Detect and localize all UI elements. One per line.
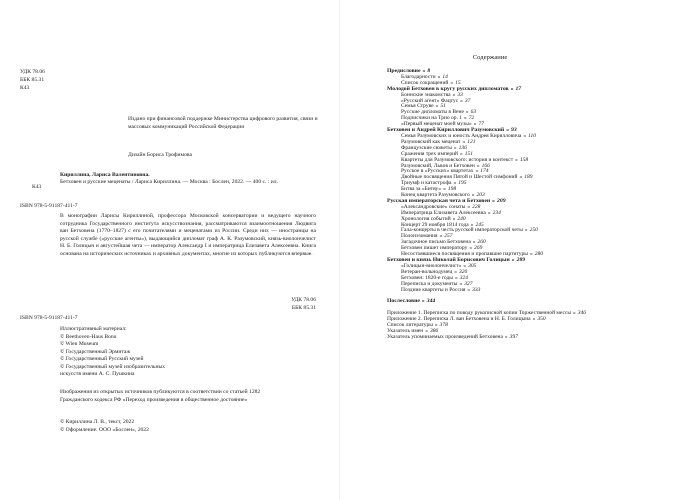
toc-separator: »	[452, 215, 456, 222]
toc-separator: »	[421, 298, 425, 305]
bbk-line: ББК 85.31	[20, 77, 45, 84]
toc-page-number: 234	[492, 209, 501, 216]
toc-entry-title: Конец квартета Разумовского	[401, 192, 470, 199]
toc-separator: »	[452, 91, 456, 98]
copyright-lines	[60, 419, 290, 434]
toc-list	[387, 69, 672, 341]
toc-page-number: 305	[468, 262, 477, 269]
toc-separator: »	[519, 174, 523, 181]
toc-page-number: 333	[472, 286, 481, 293]
toc-separator: »	[453, 180, 457, 187]
toc-separator: »	[523, 132, 527, 139]
credit-line: © Государственный Русский музей	[60, 356, 144, 362]
toc-page-number: 203	[476, 192, 485, 199]
bbk-bottom-line: ББК 85.31	[291, 304, 316, 311]
isbn-top: ISBN 978-5-91187-411-7	[20, 203, 78, 209]
toc-separator: »	[532, 316, 536, 323]
toc-page-number: 250	[529, 227, 538, 234]
toc-separator: »	[511, 257, 515, 263]
toc-entry-title: «Первый меценат моей музы»	[401, 121, 472, 128]
credit-line: © Beethoven-Haus Bonn	[60, 333, 117, 340]
author-mark: К43	[20, 85, 30, 92]
toc-page-number: 37	[464, 97, 471, 104]
toc-page-number: 260	[477, 239, 486, 246]
toc-page-number: 280	[534, 251, 543, 258]
credit-line: Иллюстративный материал:	[60, 326, 127, 332]
contents-page	[340, 0, 679, 500]
toc-entry-title: Бетховен пишет императору	[401, 245, 468, 252]
credit-line: © Государственный Эрмитаж	[60, 348, 131, 355]
toc-separator: »	[459, 280, 463, 287]
toc-page-number: 324	[459, 274, 468, 281]
toc-entry-title: Указатель упоминаемых произведений Бетховена	[387, 333, 503, 340]
toc-entry-title: Русское в «Русских» квартетах	[401, 168, 474, 175]
toc-title: Содержание	[472, 54, 508, 61]
toc-separator: »	[473, 121, 477, 128]
toc-separator: »	[470, 221, 474, 228]
udc-bottom	[258, 297, 316, 312]
toc-entry	[387, 288, 672, 294]
toc-entry-title: Триумф и катастрофа	[401, 180, 452, 187]
toc-separator: »	[464, 115, 467, 122]
toc-entry-title: Двойные посвящения Пятой и Шестой симфоний	[401, 174, 518, 181]
toc-separator: »	[573, 310, 576, 317]
toc-entry-title: Подписчики на Трио ор. 1	[401, 115, 463, 122]
toc-page-number: 33	[457, 91, 463, 98]
toc-separator: »	[469, 245, 473, 252]
credit-line: искусств имени А. С. Пушкина	[60, 371, 135, 377]
toc-separator: »	[524, 227, 528, 234]
toc-separator: »	[506, 127, 510, 134]
imprint-page	[0, 0, 339, 500]
udc-bottom-line: УДК 78.06	[291, 297, 316, 303]
toc-entry-title: Переписка и документы	[401, 280, 458, 287]
toc-entry-title: Предисловие	[387, 68, 421, 74]
udc-line: УДК 78.06	[20, 69, 45, 75]
toc-entry-title: Ветеран-вольнодумец	[401, 268, 453, 275]
toc-page-number: 289	[516, 257, 526, 263]
toc-separator: »	[465, 109, 469, 116]
toc-separator: »	[467, 286, 471, 293]
toc-page-number: 195	[458, 180, 467, 187]
toc-entry-title: Сражения трех империй	[401, 150, 458, 157]
toc-separator: »	[515, 156, 518, 163]
toc-page-number: 15	[455, 79, 461, 86]
toc-entry-title: Полонэзомания	[401, 233, 438, 240]
toc-page-number: 344	[426, 298, 436, 305]
toc-page-number: 327	[464, 280, 473, 287]
toc-page-number: 93	[511, 127, 517, 134]
toc-entry-title: Бетховен и Андрей Кириллович Разумовский	[387, 127, 505, 134]
toc-separator: »	[450, 79, 454, 86]
toc-entry-title: Битва за «Битву»	[401, 186, 442, 193]
toc-page-number: 158	[519, 156, 529, 163]
toc-separator: »	[439, 233, 443, 240]
toc-separator: »	[462, 138, 466, 145]
toc-page-number: 269	[474, 245, 483, 252]
toc-entry-title: Хронология событий	[401, 215, 451, 222]
annotation-text: В монографии Ларисы Кириллиной, профессора Московской консерватории и ведущего научного сотрудника Государственного института искусствознания, рассматриваются взаимоотношения Людвига ван Бетховена (1770–1827) с его почитателями и меценатами из России. Среди них — иностранцы на русской службе («русские агенты»), выдающийся дипломат граф А. К. Разумовский, князь-виолончелист Н. Б. Голицын и августейшая чета — император Александр I и императрица Елизавета Алексеевна. Книга основана на исторических источниках и архивных документах, многие из которых публикуются впервые.	[60, 213, 316, 257]
toc-page-number: 166	[481, 162, 490, 169]
toc-page-number: 77	[478, 121, 485, 128]
toc-entry-title: Благодарности	[401, 73, 436, 80]
toc-entry-title: Список литературы	[387, 322, 433, 329]
toc-entry-title: Приложение 2. Переписка Л. ван Бетховена и Н. Б. Голицына	[387, 316, 531, 323]
toc-separator: »	[530, 251, 533, 258]
catalog-entry	[60, 172, 322, 187]
toc-page-number: 151	[464, 150, 473, 157]
toc-separator: »	[453, 144, 457, 151]
toc-entry-title: Французские сюжеты	[401, 144, 452, 151]
toc-page-number: 72	[468, 115, 475, 122]
catalog-author: Кириллина, Лариса Валентиновна.	[60, 172, 150, 178]
toc-entry-title: Поздние квартеты и Россия	[401, 286, 466, 293]
toc-page-number: 320	[459, 268, 468, 275]
toc-separator: »	[463, 262, 467, 269]
toc-page-number: 397	[509, 333, 518, 340]
toc-separator: »	[471, 192, 475, 199]
toc-separator: »	[460, 97, 463, 104]
toc-entry-title: Квартеты для Разумовского: история и контекст	[401, 156, 514, 163]
toc-page-number: 198	[447, 186, 457, 193]
toc-page-number: 228	[472, 203, 481, 210]
udc-block	[20, 68, 45, 93]
toc-page-number: 110	[528, 132, 536, 139]
catalog-code: К43	[32, 184, 42, 190]
toc-entry-title: Боннские знакомства	[401, 91, 451, 98]
toc-entry-title: Разумовский, Львов и Бетховен	[401, 162, 475, 169]
toc-page-number: 63	[470, 109, 477, 116]
toc-page-number: 51	[440, 103, 446, 110]
credit-line: © Wien Museum	[60, 341, 99, 347]
copyright-design: © Оформление. ООО «Бослен», 2022	[60, 426, 149, 433]
toc-entry-title: Семья Струве	[401, 103, 434, 110]
toc-page-number: 8	[427, 68, 431, 74]
toc-page-number: 189	[524, 174, 533, 181]
toc-entry-title: Послесловие	[387, 298, 420, 305]
support-text: Издано при финансовой поддержке Министерства цифрового развития, связи и массовых коммуникаций Российской Федерации	[128, 116, 318, 130]
toc-entry-title: Русская императорская чета и Бетховен	[387, 197, 491, 204]
toc-separator: »	[467, 203, 471, 210]
toc-entry-title: «Александровские» сонаты	[401, 203, 466, 210]
toc-page-number: 378	[439, 322, 448, 329]
toc-entry	[387, 335, 672, 341]
toc-separator: »	[475, 168, 479, 175]
isbn-bottom: ISBN 978-5-91187-411-7	[20, 315, 78, 321]
toc-page-number: 14	[442, 73, 448, 80]
toc-entry-title: Список сокращений	[401, 79, 449, 86]
toc-page-number: 121	[467, 138, 476, 145]
toc-page-number: 257	[444, 233, 453, 240]
toc-entry-title: Несостоявшиеся посвящения и пропавшие партитуры	[401, 251, 528, 258]
toc-page-number: 245	[475, 221, 484, 228]
toc-entry-title: Императрица Елизавета Алексеевна	[401, 209, 486, 216]
toc-page-number: 17	[515, 85, 522, 92]
toc-entry-title: Бетховен и князь Николай Борисович Голицын	[387, 257, 510, 263]
toc-entry-title: Концерт 29 ноября 1814 года	[401, 221, 469, 228]
toc-separator: »	[472, 239, 476, 246]
toc-entry-title: Молодой Бетховен в кругу русских дипломатов	[387, 85, 509, 92]
toc-entry-title: «Голицын-виолончелист»	[401, 262, 462, 269]
toc-entry-title: Бетховен: 1820-е годы	[401, 274, 453, 281]
copyright-text: © Кириллина Л. В., текст, 2022	[60, 419, 135, 425]
toc-separator: »	[510, 85, 514, 92]
toc-entry	[387, 299, 672, 305]
toc-page-number: 350	[537, 316, 546, 323]
toc-separator: »	[455, 274, 458, 281]
toc-separator: »	[454, 268, 458, 275]
credit-line: © Государственный музей изобразительных	[60, 363, 165, 370]
toc-entry-title: Указатель имен	[387, 328, 424, 335]
toc-entry-title: Гала-концерты в честь русской императорской четы	[401, 227, 523, 234]
toc-separator: »	[434, 322, 438, 329]
toc-separator: »	[504, 333, 508, 340]
toc-separator: »	[492, 197, 496, 204]
toc-separator: »	[459, 150, 463, 157]
toc-entry-title: Загадочное письмо Бетховена	[401, 239, 471, 246]
toc-separator: »	[435, 103, 439, 110]
toc-entry-title: Разумовский как меценат	[401, 138, 461, 145]
toc-separator: »	[476, 162, 480, 169]
designer-text: Дизайн Бориса Трофимова	[128, 152, 192, 158]
toc-page-number: 386	[429, 328, 439, 335]
toc-separator: »	[487, 209, 491, 216]
toc-page-number: 136	[458, 144, 467, 151]
toc-page-number: 209	[497, 197, 506, 204]
toc-entry-title: Русские дипломаты в Вене	[401, 109, 464, 116]
toc-entry-title: «Русский агент» Фацтус	[401, 97, 459, 104]
toc-entry-title: Семья Разумовских и юность Андрея Кирилловича	[401, 132, 522, 139]
toc-separator: »	[425, 328, 428, 335]
toc-separator: »	[443, 186, 446, 193]
toc-page-number: 346	[577, 310, 587, 317]
public-domain-note: Изображения из открытых источников публикуются в соответствии со статьей 1282 Гражданского кодекса РФ «Переход произведения в общественное достояние»	[60, 389, 261, 403]
toc-entry-title: Приложение 1. Переписка по поводу рукописной копии Торжественной мессы	[387, 310, 572, 317]
toc-separator: »	[422, 68, 426, 74]
toc-page-number: 174	[480, 168, 489, 175]
toc-separator: »	[437, 73, 441, 80]
catalog-description: Бетховен и русские меценаты / Лариса Кириллина. — Москва : Бослен, 2022. — 400 с. : ил.	[60, 179, 278, 186]
toc-page-number: 240	[457, 215, 466, 222]
illustration-credits	[60, 326, 290, 379]
